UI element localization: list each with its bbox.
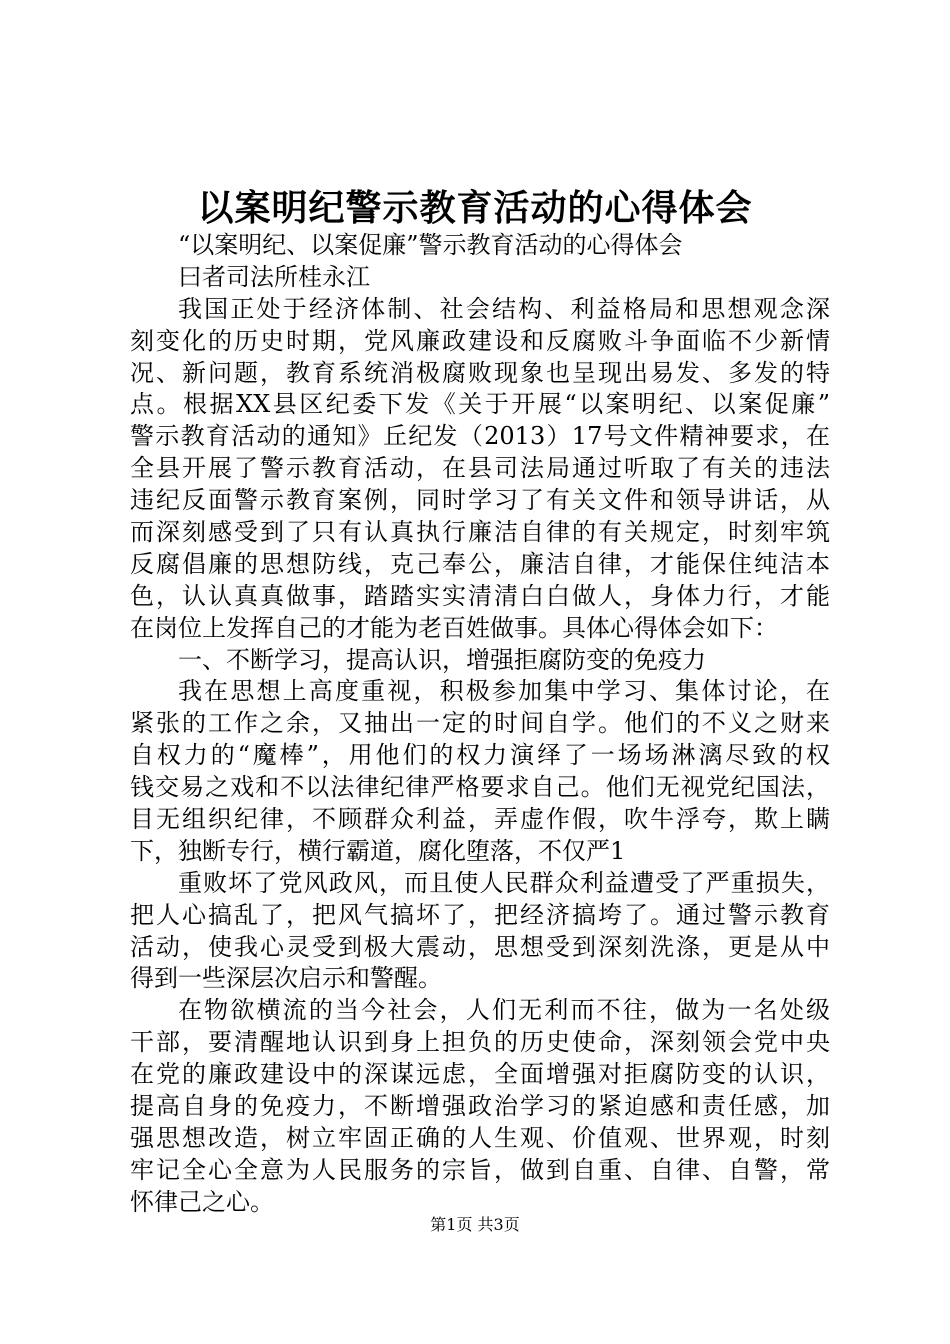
author-line: 曰者司法所桂永江	[178, 262, 370, 291]
paragraph-line: 钱交易之戏和不以法律纪律严格要求自己。他们无视党纪国法，	[130, 773, 830, 802]
paragraph-line: 全县开展了警示教育活动，在县司法局通过听取了有关的违法	[130, 454, 830, 483]
document-body	[130, 230, 830, 1219]
page-footer: 第1页 共3页	[430, 1215, 520, 1234]
paragraph-line: 反腐倡廉的思想防线，克己奉公，廉洁自律，才能保住纯洁本	[130, 549, 830, 578]
paragraph-line: 干部，要清醒地认识到身上担负的历史使命，深刻领会党中央	[130, 1028, 830, 1057]
paragraph-line: 重败坏了党风政风，而且使人民群众利益遭受了严重损失，	[178, 868, 830, 897]
paragraph-line: 怀律己之心。	[130, 1187, 274, 1216]
paragraph-line: 目无组织纪律，不顾群众利益，弄虚作假，吹牛浮夸，欺上瞒	[130, 805, 830, 834]
paragraph-line: 我在思想上高度重视，积极参加集中学习、集体讨论，在	[178, 677, 830, 706]
paragraph-line: 得到一些深层次启示和警醒。	[130, 964, 442, 993]
document-title: 以案明纪警示教育活动的心得体会	[197, 187, 753, 229]
paragraph-line: 点。根据XX县区纪委下发《关于开展“以案明纪、以案促廉”	[130, 390, 830, 419]
paragraph-line: 色，认认真真做事，踏踏实实清清白白做人，身体力行，才能	[130, 581, 830, 610]
paragraph-line: 在岗位上发挥自己的才能为老百姓做事。具体心得体会如下：	[130, 613, 778, 642]
paragraph-line: 下，独断专行，横行霸道，腐化堕落，不仅严1	[130, 836, 626, 865]
paragraph-line: 紧张的工作之余，又抽出一定的时间自学。他们的不义之财来	[130, 709, 830, 738]
paragraph-line: 刻变化的历史时期，党风廉政建设和反腐败斗争面临不少新情	[130, 326, 830, 355]
paragraph-line: 在物欲横流的当今社会，人们无利而不往，做为一名处级	[178, 996, 830, 1025]
paragraph-line: 把人心搞乱了，把风气搞坏了，把经济搞垮了。通过警示教育	[130, 900, 830, 929]
paragraph-line: 牢记全心全意为人民服务的宗旨，做到自重、自律、自警，常	[130, 1155, 830, 1184]
paragraph-line: 提高自身的免疫力，不断增强政治学习的紧迫感和责任感，加	[130, 1092, 830, 1121]
section-heading: 一、不断学习，提高认识，增强拒腐防变的免疫力	[178, 645, 706, 674]
paragraph-line: 违纪反面警示教育案例，同时学习了有关文件和领导讲话，从	[130, 486, 830, 515]
paragraph-line: 况、新问题，教育系统消极腐败现象也呈现出易发、多发的特	[130, 358, 830, 387]
paragraph-line: 而深刻感受到了只有认真执行廉洁自律的有关规定，时刻牢筑	[130, 518, 830, 547]
paragraph-line: 警示教育活动的通知》丘纪发（2013）17号文件精神要求，在	[130, 422, 830, 451]
paragraph-line: 活动，使我心灵受到极大震动，思想受到深刻洗涤，更是从中	[130, 932, 830, 961]
subtitle-line: “以案明纪、以案促廉”警示教育活动的心得体会	[178, 231, 683, 259]
paragraph-line: 在党的廉政建设中的深谋远虑，全面增强对拒腐防变的认识，	[130, 1060, 830, 1089]
paragraph-line: 我国正处于经济体制、社会结构、利益格局和思想观念深	[178, 294, 830, 323]
paragraph-line: 强思想改造，树立牢固正确的人生观、价值观、世界观，时刻	[130, 1123, 830, 1152]
paragraph-line: 自权力的“魔棒”，用他们的权力演绎了一场场淋漓尽致的权	[130, 741, 830, 770]
